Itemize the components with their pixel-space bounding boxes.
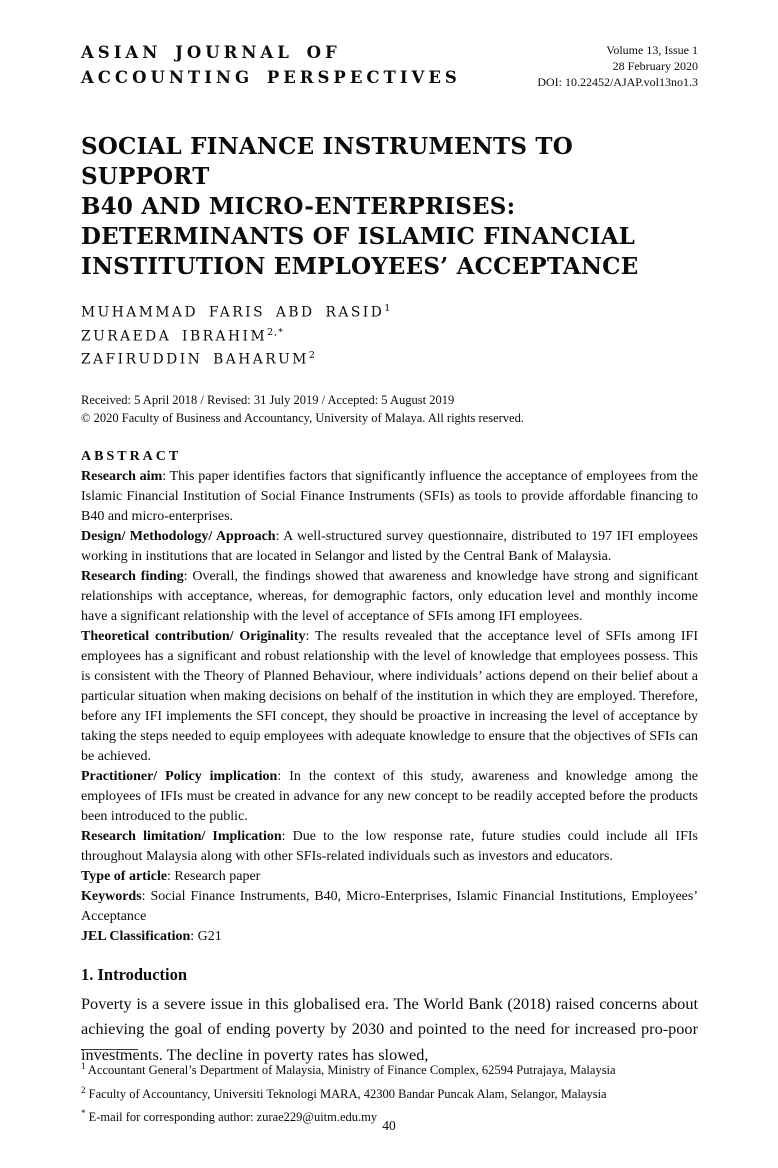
abstract-paragraph-jel (81, 927, 698, 947)
footnote-text: Accountant General’s Department of Malaysia, Ministry of Finance Complex, 62594 Putrajaya, Malaysia (85, 1063, 616, 1078)
journal-name-line2: ACCOUNTING PERSPECTIVES (81, 68, 461, 87)
paragraph-label: Design/ Methodology/ Approach (81, 528, 276, 544)
footnote-affiliation-1 (81, 1057, 698, 1081)
footnote-marker: 2 (81, 1084, 86, 1095)
received-revised-accepted: Received: 5 April 2018 / Revised: 31 July 2019 / Accepted: 5 August 2019 (81, 392, 455, 407)
author-name (81, 299, 698, 323)
paragraph-text: : Due to the low response rate, future studies could include all IFIs throughout Malaysia along with other SFIs-related individuals such as investors and educators. (81, 828, 698, 864)
footnote-text: E-mail for corresponding author: zurae229@uitm.edu.my (85, 1110, 378, 1125)
author-affiliation-marker: 2 (308, 350, 316, 362)
paragraph-text: : In the context of this study, awareness and knowledge among the employees of IFIs must be created in advance for any new concept to be readily accepted before the products been introduced to the public. (81, 768, 699, 824)
page-number: 40 (382, 1118, 396, 1133)
author-name-text: MUHAMMAD FARIS ABD RASID (81, 304, 385, 321)
paragraph-label: Theoretical contribution/ Originality (81, 628, 306, 644)
issue-doi: DOI: 10.22452/AJAP.vol13no1.3 (537, 75, 698, 89)
abstract-paragraph-contribution (81, 627, 698, 767)
paper-title-line: DETERMINANTS OF ISLAMIC FINANCIAL (81, 223, 636, 250)
paper-title-line: B40 AND MICRO-ENTERPRISES: (81, 193, 516, 220)
copyright-line: © 2020 Faculty of Business and Accountancy, University of Malaya. All rights reserved. (81, 410, 524, 425)
paragraph-label: JEL Classification (81, 928, 191, 944)
abstract-paragraph-research-finding (81, 567, 698, 627)
paragraph-text: : G21 (190, 928, 222, 944)
abstract-paragraph-methodology (81, 527, 698, 567)
abstract-paragraph-research-aim (81, 467, 698, 527)
abstract-heading: ABSTRACT (81, 448, 182, 464)
author-name-text: ZAFIRUDDIN BAHARUM (81, 351, 309, 368)
paragraph-label: Research aim (81, 468, 163, 484)
paragraph-label: Keywords (81, 888, 142, 904)
paragraph-text: : Social Finance Instruments, B40, Micro-Enterprises, Islamic Financial Institutions, Employees’ Acceptance (81, 888, 698, 924)
abstract-body (81, 467, 698, 947)
paper-title-line: INSTITUTION EMPLOYEES’ ACCEPTANCE (81, 253, 639, 280)
footnote-text: Faculty of Accountancy, Universiti Teknologi MARA, 42300 Bandar Puncak Alam, Selangor, Malaysia (85, 1086, 607, 1101)
paragraph-text: : Research paper (167, 868, 261, 884)
issue-meta (537, 40, 698, 90)
journal-name (81, 40, 461, 90)
journal-name-line1: ASIAN JOURNAL OF (81, 43, 341, 62)
abstract-paragraph-keywords (81, 887, 698, 927)
author-affiliation-marker: 1 (384, 303, 392, 314)
author-list (81, 299, 698, 370)
abstract-paragraph-policy-implication (81, 767, 698, 827)
author-name (81, 323, 698, 347)
author-name (81, 346, 698, 370)
paragraph-text: : The results revealed that the acceptance level of SFIs among IFI employees has a significant and robust relationship with the level of knowledge that employees possess. This is consistent with the Theory of Planned Behaviour, where individuals’ actions depend on their belief about a particular situation when making decisions on behalf of the institution in which they are employed. Therefore, before any IFI implements the SFI concept, they should be proactive in increasing the level of acceptance by taking the steps needed to equip employees with adequate knowledge to ensure that the objectives of SFIs can be achieved. (81, 628, 698, 764)
issue-date: 28 February 2020 (612, 59, 698, 73)
footnote-separator (81, 1049, 138, 1050)
issue-volume: Volume 13, Issue 1 (606, 43, 698, 57)
abstract-paragraph-limitation (81, 827, 698, 867)
paper-title-line: SOCIAL FINANCE INSTRUMENTS TO SUPPORT (81, 133, 573, 190)
paragraph-label: Practitioner/ Policy implication (81, 768, 278, 784)
paragraph-label: Research limitation/ Implication (81, 828, 282, 844)
paragraph-text: : This paper identifies factors that significantly influence the acceptance of employees from the Islamic Financial Institution of Social Finance Instruments (SFIs) as tools to provide affordable financing to B40 and micro-enterprises. (81, 468, 698, 524)
section-heading-introduction: 1. Introduction (81, 964, 188, 984)
page-content (81, 40, 698, 1067)
page-header (81, 40, 698, 90)
introduction-paragraph: Poverty is a severe issue in this globalised era. The World Bank (2018) raised concerns about achieving the goal of ending poverty by 2030 and pointed to the need for increased pro-poor investments. The decline in poverty rates has slowed, (81, 993, 698, 1064)
paragraph-label: Research finding (81, 568, 184, 584)
footnote-marker: 1 (81, 1061, 86, 1071)
paragraph-label: Type of article (81, 868, 168, 884)
footnote-marker: * (81, 1108, 86, 1119)
author-name-text: ZURAEDA IBRAHIM (81, 328, 268, 345)
paragraph-text: : A well-structured survey questionnaire, distributed to 197 IFI employees working in institutions that are located in Selangor and listed by the Central Bank of Malaysia. (81, 528, 698, 564)
footnote-affiliation-2 (81, 1081, 698, 1105)
paragraph-text: : Overall, the findings showed that awareness and knowledge have strong and significant relationships with acceptance, whereas, for demographic factors, only education level and monthly income have a significant relationship with the level of acceptance of SFIs among IFI employees. (81, 568, 698, 624)
abstract-paragraph-article-type (81, 867, 698, 887)
paper-title (81, 132, 698, 282)
article-history (81, 391, 698, 427)
author-affiliation-marker: 2,* (267, 326, 284, 338)
